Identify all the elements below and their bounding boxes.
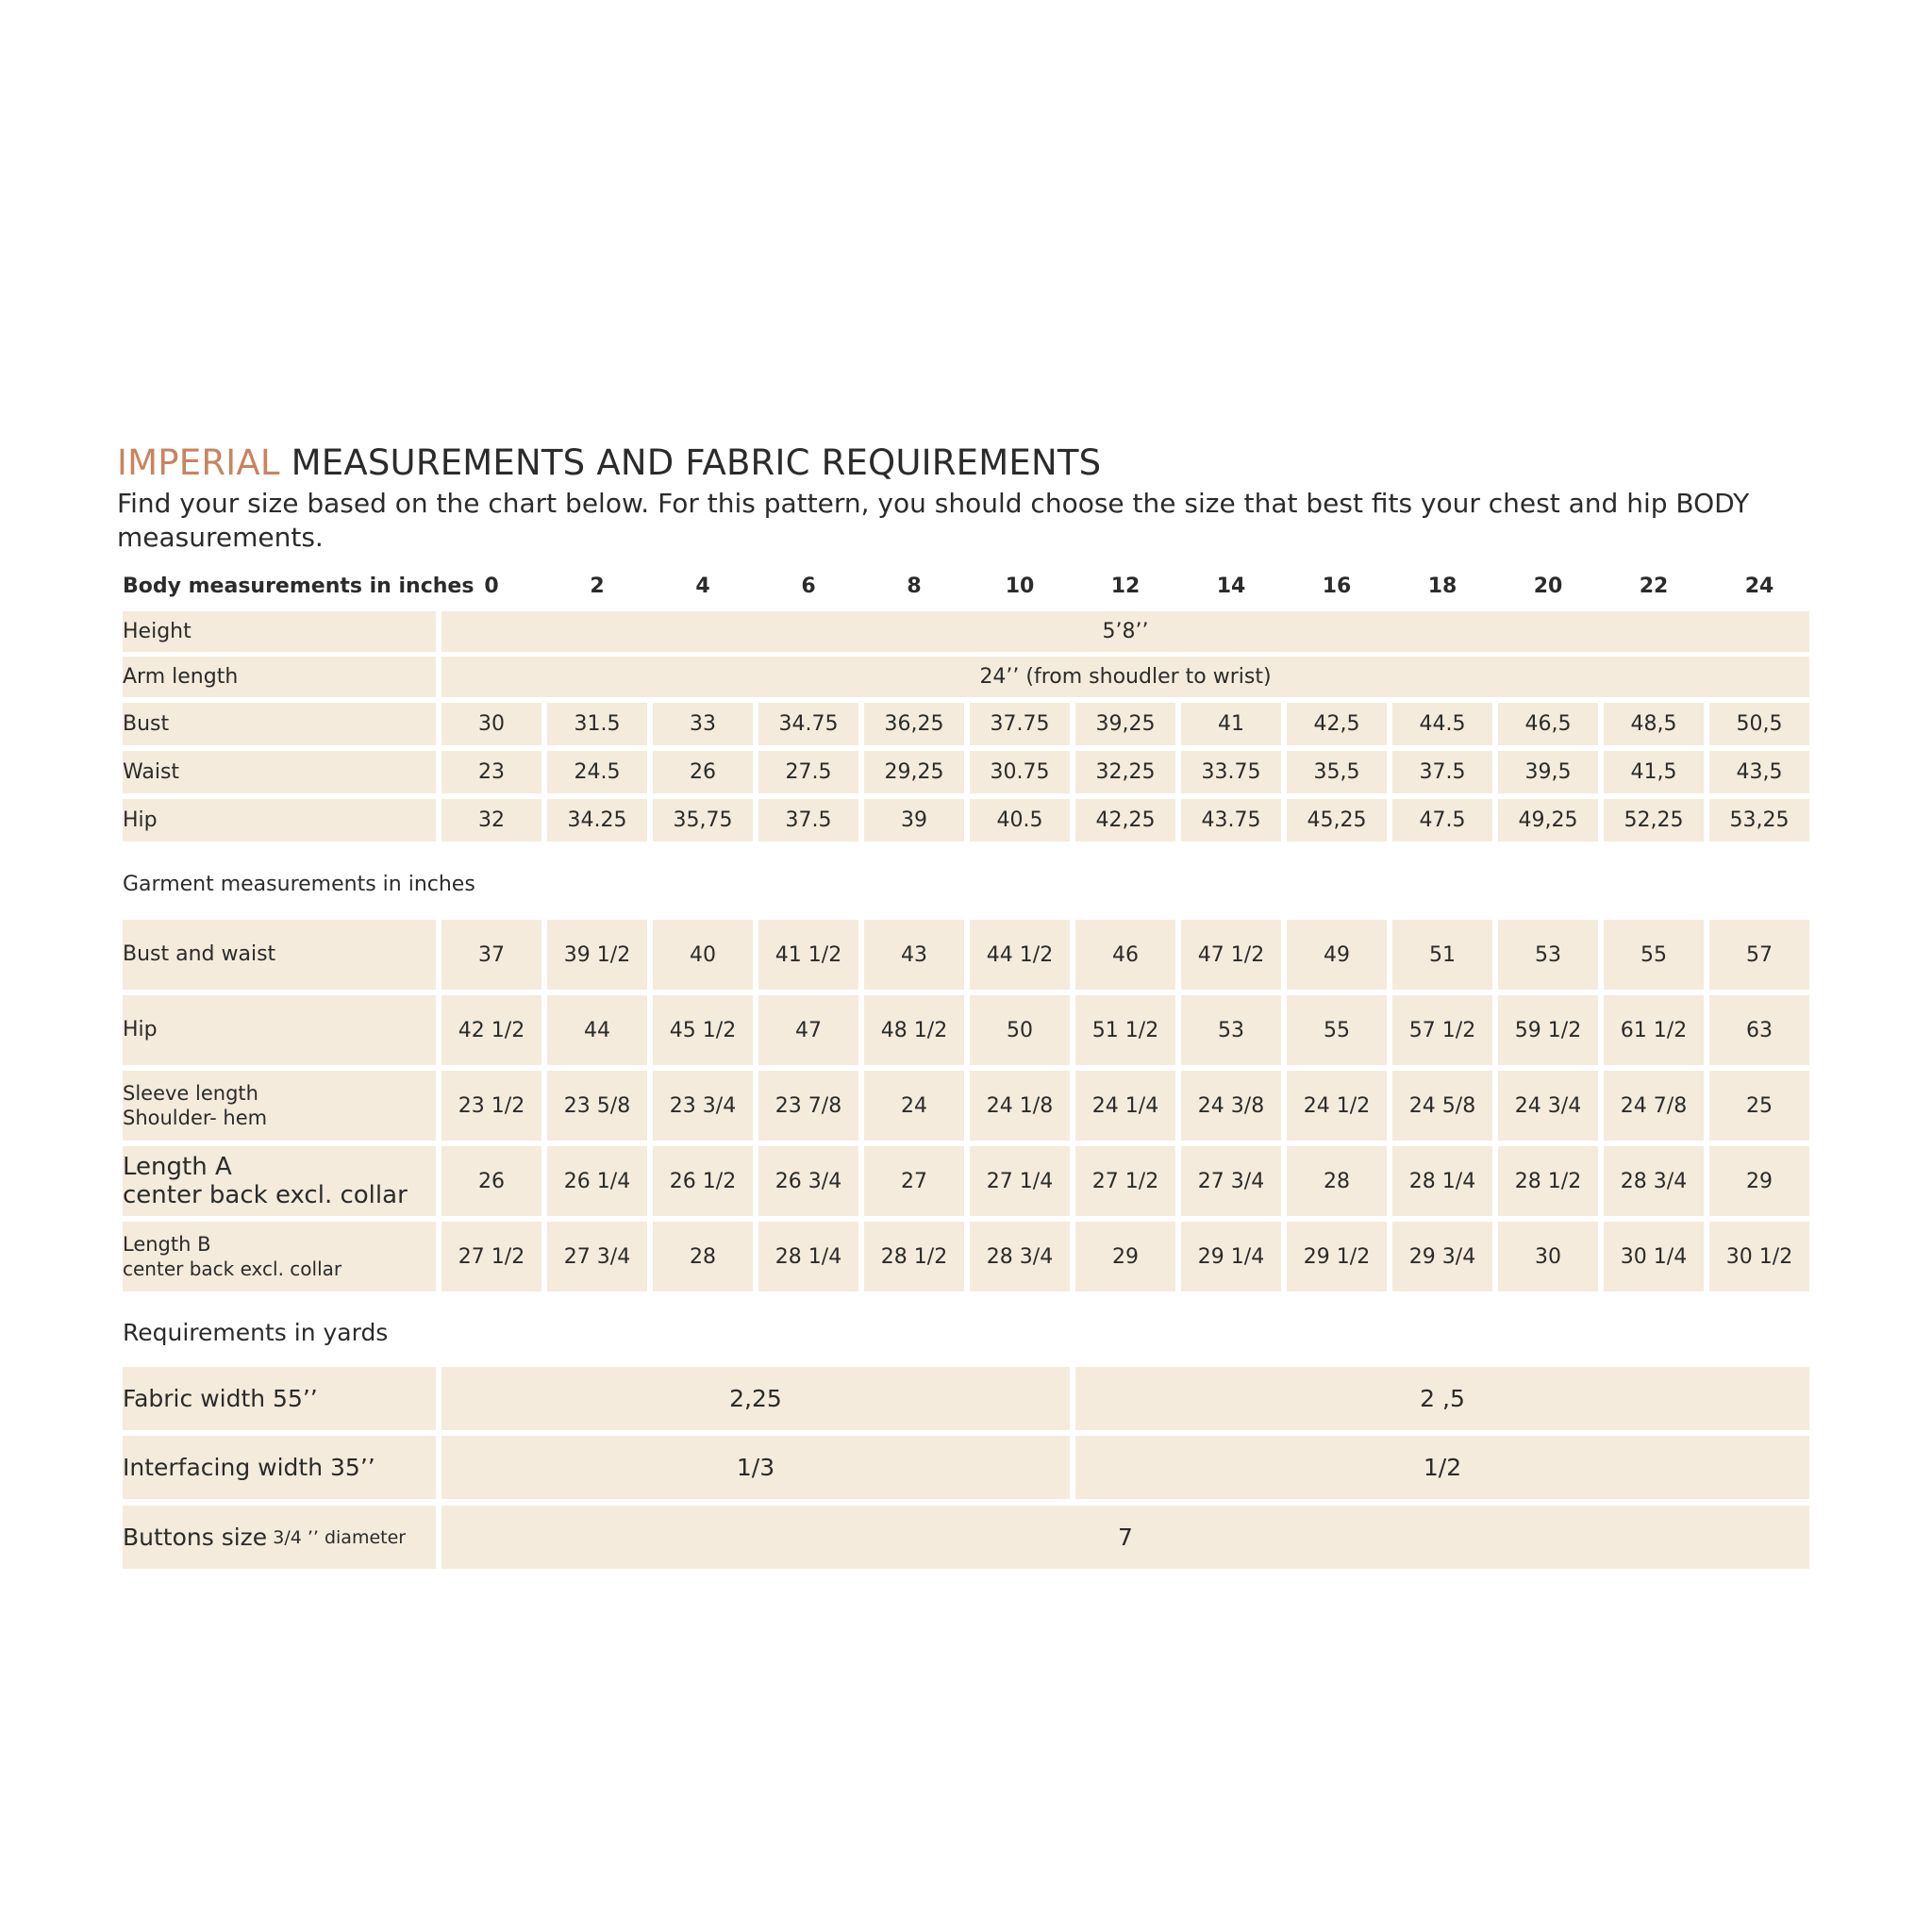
table-cell: 28 1/4 (1392, 1146, 1492, 1216)
row-label-text: Length A (123, 1153, 232, 1181)
row-label-text: Bust and waist (123, 942, 276, 966)
page-header (117, 441, 1815, 555)
title-accent: IMPERIAL (117, 442, 280, 483)
table-cell: 37.75 (970, 703, 1070, 745)
table-cell: 43 (864, 920, 964, 990)
row-label-text: Length B (123, 1233, 211, 1256)
size-header: 18 (1427, 575, 1457, 598)
table-cell: 23 3/4 (653, 1071, 753, 1141)
requirements-header-label: Requirements in yards (123, 1319, 389, 1346)
table-cell: 27 1/2 (441, 1222, 541, 1291)
table-cell: 24 7/8 (1604, 1071, 1704, 1141)
table-row-label (123, 1506, 436, 1569)
table-cell: 26 (441, 1146, 541, 1216)
table-cell: 57 1/2 (1392, 995, 1492, 1065)
table-row-label (123, 657, 436, 697)
table-cell: 36,25 (864, 703, 964, 745)
table-cell: 49,25 (1498, 799, 1598, 841)
size-header: 16 (1322, 575, 1352, 598)
size-header: 2 (590, 575, 605, 598)
table-cell: 49 (1287, 920, 1387, 990)
table-cell: 34.75 (758, 703, 858, 745)
table-row-label (123, 1367, 436, 1430)
table-cell: 34.25 (547, 799, 647, 841)
table-cell: 44 (547, 995, 647, 1065)
table-cell: 28 (1287, 1146, 1387, 1216)
table-cell: 30 1/4 (1604, 1222, 1704, 1291)
table-cell: 39 (864, 799, 964, 841)
table-cell: 24.5 (547, 751, 647, 793)
row-label-text: Bust (123, 712, 170, 736)
table-row-label (123, 920, 436, 990)
table-cell: 37.5 (758, 799, 858, 841)
table-cell: 27 3/4 (1181, 1146, 1281, 1216)
table-row-label (123, 1436, 436, 1499)
table-cell-span: 2,25 (441, 1367, 1070, 1430)
table-cell: 26 3/4 (758, 1146, 858, 1216)
table-cell: 30 1/2 (1709, 1222, 1809, 1291)
table-cell: 37.5 (1392, 751, 1492, 793)
body-table-header-label: Body measurements in inches (123, 575, 475, 598)
table-cell: 32 (441, 799, 541, 841)
table-cell: 33 (653, 703, 753, 745)
table-row-label (123, 1222, 436, 1291)
table-row-label (123, 611, 436, 652)
table-cell: 44 1/2 (970, 920, 1070, 990)
table-cell: 33.75 (1181, 751, 1281, 793)
table-cell: 29 1/2 (1287, 1222, 1387, 1291)
table-cell: 26 1/2 (653, 1146, 753, 1216)
table-cell: 40.5 (970, 799, 1070, 841)
table-cell: 24 1/4 (1075, 1071, 1175, 1141)
table-cell: 51 1/2 (1075, 995, 1175, 1065)
table-cell: 55 (1287, 995, 1387, 1065)
table-cell: 28 3/4 (970, 1222, 1070, 1291)
table-cell: 24 1/8 (970, 1071, 1070, 1141)
row-label-text: Waist (123, 760, 180, 784)
table-cell: 47 1/2 (1181, 920, 1281, 990)
row-label-text: Interfacing width 35’’ (123, 1454, 375, 1481)
table-cell: 24 1/2 (1287, 1071, 1387, 1141)
size-header: 0 (484, 575, 499, 598)
table-cell: 28 1/4 (758, 1222, 858, 1291)
table-cell: 24 3/8 (1181, 1071, 1281, 1141)
table-cell: 27 1/2 (1075, 1146, 1175, 1216)
table-cell: 39,5 (1498, 751, 1598, 793)
table-cell: 35,75 (653, 799, 753, 841)
row-label-text: Shoulder- hem (123, 1107, 268, 1129)
size-header: 20 (1533, 575, 1563, 598)
table-cell: 40 (653, 920, 753, 990)
size-header: 14 (1216, 575, 1246, 598)
table-cell: 24 (864, 1071, 964, 1141)
table-cell: 53,25 (1709, 799, 1809, 841)
table-cell: 28 (653, 1222, 753, 1291)
table-cell: 28 1/2 (864, 1222, 964, 1291)
table-cell: 25 (1709, 1071, 1809, 1141)
table-cell: 50,5 (1709, 703, 1809, 745)
table-row-label (123, 1071, 436, 1141)
table-cell: 27 3/4 (547, 1222, 647, 1291)
table-cell: 39,25 (1075, 703, 1175, 745)
row-label-text: center back excl. collar (123, 1181, 408, 1209)
table-cell: 53 (1181, 995, 1281, 1065)
table-cell: 30 (1498, 1222, 1598, 1291)
table-cell: 45 1/2 (653, 995, 753, 1065)
table-cell: 51 (1392, 920, 1492, 990)
size-header: 24 (1744, 575, 1774, 598)
table-cell: 47.5 (1392, 799, 1492, 841)
table-cell: 46 (1075, 920, 1175, 990)
table-cell-span: 5’8’’ (441, 611, 1809, 652)
table-row-label (123, 703, 436, 745)
table-cell: 43.75 (1181, 799, 1281, 841)
row-label-text: center back excl. collar (123, 1257, 342, 1280)
table-cell: 24 5/8 (1392, 1071, 1492, 1141)
table-cell: 59 1/2 (1498, 995, 1598, 1065)
table-cell: 29 1/4 (1181, 1222, 1281, 1291)
table-cell: 55 (1604, 920, 1704, 990)
table-cell: 42 1/2 (441, 995, 541, 1065)
row-label-text: Buttons size (123, 1524, 268, 1551)
size-header: 10 (1005, 575, 1035, 598)
size-header: 22 (1639, 575, 1669, 598)
table-cell: 44.5 (1392, 703, 1492, 745)
table-cell: 52,25 (1604, 799, 1704, 841)
table-cell: 35,5 (1287, 751, 1387, 793)
size-header: 4 (695, 575, 710, 598)
table-cell: 39 1/2 (547, 920, 647, 990)
table-cell: 26 (653, 751, 753, 793)
table-cell: 28 3/4 (1604, 1146, 1704, 1216)
title-rest: MEASUREMENTS AND FABRIC REQUIREMENTS (279, 442, 1102, 483)
table-cell: 26 1/4 (547, 1146, 647, 1216)
row-label-text: Fabric width 55’’ (123, 1385, 318, 1412)
table-cell: 29,25 (864, 751, 964, 793)
row-label-subtext: 3/4 ’’ diameter (267, 1526, 407, 1548)
table-cell: 43,5 (1709, 751, 1809, 793)
row-label-text: Sleeve length (123, 1082, 258, 1105)
table-cell: 45,25 (1287, 799, 1387, 841)
table-cell: 50 (970, 995, 1070, 1065)
table-cell: 23 1/2 (441, 1071, 541, 1141)
table-cell: 29 (1709, 1146, 1809, 1216)
table-cell: 29 (1075, 1222, 1175, 1291)
table-cell: 47 (758, 995, 858, 1065)
table-cell: 53 (1498, 920, 1598, 990)
table-cell: 46,5 (1498, 703, 1598, 745)
table-cell-span: 2 ,5 (1075, 1367, 1809, 1430)
row-label-text: Hip (123, 1018, 158, 1041)
table-cell-span: 24’’ (from shoudler to wrist) (441, 657, 1809, 697)
table-row-label (123, 995, 436, 1065)
table-cell: 30 (441, 703, 541, 745)
table-cell: 42,25 (1075, 799, 1175, 841)
table-cell: 28 1/2 (1498, 1146, 1598, 1216)
table-cell: 23 7/8 (758, 1071, 858, 1141)
table-cell: 48 1/2 (864, 995, 964, 1065)
table-cell: 23 (441, 751, 541, 793)
table-cell-span: 7 (441, 1506, 1809, 1569)
table-cell: 41,5 (1604, 751, 1704, 793)
table-cell: 61 1/2 (1604, 995, 1704, 1065)
table-cell: 57 (1709, 920, 1809, 990)
table-cell: 37 (441, 920, 541, 990)
garment-table-header-label: Garment measurements in inches (123, 873, 475, 896)
table-cell: 27.5 (758, 751, 858, 793)
table-cell: 41 (1181, 703, 1281, 745)
table-cell-span: 1/3 (441, 1436, 1070, 1499)
table-cell: 30.75 (970, 751, 1070, 793)
table-row-label (123, 799, 436, 841)
table-row-label (123, 751, 436, 793)
table-cell: 23 5/8 (547, 1071, 647, 1141)
table-cell: 24 3/4 (1498, 1071, 1598, 1141)
table-cell: 32,25 (1075, 751, 1175, 793)
row-label-text: Hip (123, 808, 158, 832)
table-row-label (123, 1146, 436, 1216)
table-cell: 63 (1709, 995, 1809, 1065)
row-label-text: Height (123, 620, 192, 643)
table-cell-span: 1/2 (1075, 1436, 1809, 1499)
table-cell: 41 1/2 (758, 920, 858, 990)
page-title (117, 441, 1815, 485)
row-label-text: Arm length (123, 665, 239, 689)
table-cell: 42,5 (1287, 703, 1387, 745)
table-cell: 31.5 (547, 703, 647, 745)
size-header: 6 (801, 575, 816, 598)
table-cell: 48,5 (1604, 703, 1704, 745)
size-header: 8 (907, 575, 922, 598)
table-cell: 27 (864, 1146, 964, 1216)
table-cell: 27 1/4 (970, 1146, 1070, 1216)
size-header: 12 (1110, 575, 1141, 598)
table-cell: 29 3/4 (1392, 1222, 1492, 1291)
page-subtitle: Find your size based on the chart below. For this pattern, you should choose the size that best fits your chest and hip BODY measurements. (117, 488, 1750, 553)
